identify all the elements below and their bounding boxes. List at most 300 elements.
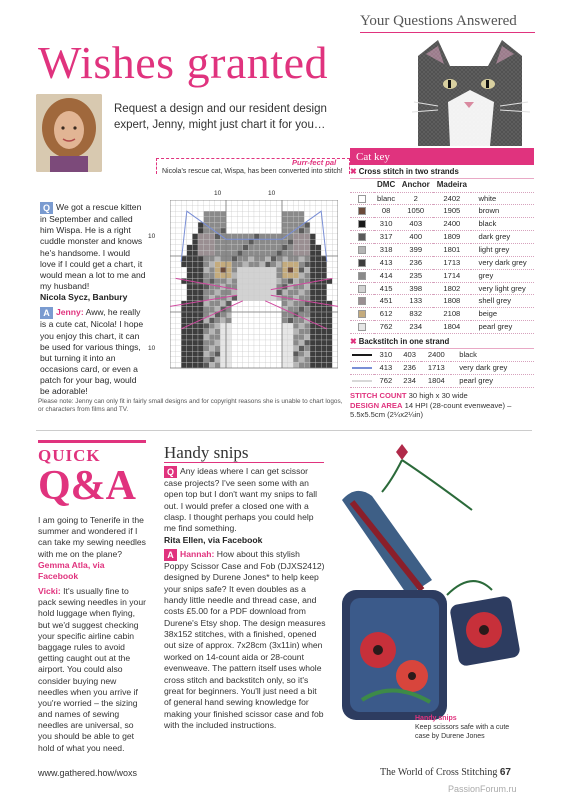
quick-label: QUICK — [38, 440, 146, 467]
chart-cell — [209, 334, 215, 340]
chart-cell — [254, 340, 260, 346]
dmc-cell: 762 — [374, 321, 398, 334]
chart-cell — [276, 228, 282, 234]
dmc-cell: 451 — [374, 295, 398, 308]
chart-cell — [215, 340, 221, 346]
anchor-cell: 403 — [398, 349, 422, 361]
chart-cell — [232, 273, 238, 279]
chart-cell — [254, 267, 260, 273]
chart-cell — [276, 262, 282, 268]
chart-cell — [293, 334, 299, 340]
chart-cell — [282, 239, 288, 245]
chart-cell — [265, 318, 271, 324]
dmc-cell: 08 — [374, 205, 398, 218]
dmc-cell: 414 — [374, 269, 398, 282]
chart-cell — [181, 312, 187, 318]
chart-cell — [232, 267, 238, 273]
chart-cell — [220, 273, 226, 279]
thread-swatch-icon — [358, 310, 366, 318]
chart-cell — [299, 351, 305, 357]
chart-cell — [310, 267, 316, 273]
chart-cell — [204, 329, 210, 335]
chart-cell — [327, 200, 333, 206]
chart-cell — [192, 290, 198, 296]
chart-cell — [220, 250, 226, 256]
chart-cell — [232, 245, 238, 251]
chart-cell — [220, 318, 226, 324]
chart-cell — [304, 273, 310, 279]
chart-cell — [220, 301, 226, 307]
chart-cell — [327, 206, 333, 212]
chart-cell — [254, 250, 260, 256]
chart-cell — [176, 273, 182, 279]
chart-cell — [310, 295, 316, 301]
chart-cell — [198, 245, 204, 251]
chart-caption-title: Purr-fect pal — [292, 158, 337, 167]
chart-cell — [327, 318, 333, 324]
chart-cell — [192, 306, 198, 312]
chart-cell — [299, 256, 305, 262]
footer-magazine: The World of Cross Stitching 67 — [380, 767, 511, 778]
chart-cell — [232, 329, 238, 335]
chart-cell — [176, 250, 182, 256]
chart-cell — [254, 228, 260, 234]
chart-cell — [187, 312, 193, 318]
chart-cell — [293, 278, 299, 284]
chart-cell — [260, 273, 266, 279]
chart-cell — [170, 284, 176, 290]
chart-cell — [293, 200, 299, 206]
chart-cell — [316, 306, 322, 312]
chart-cell — [282, 362, 288, 368]
chart-cell — [170, 211, 176, 217]
chart-cell — [226, 312, 232, 318]
chart-cell — [243, 340, 249, 346]
chart-cell — [198, 334, 204, 340]
chart-cell — [243, 295, 249, 301]
chart-cell — [304, 222, 310, 228]
chart-cell — [248, 284, 254, 290]
chart-cell — [187, 222, 193, 228]
chart-cell — [282, 217, 288, 223]
chart-cell — [321, 340, 327, 346]
chart-cell — [327, 306, 333, 312]
chart-cell — [321, 334, 327, 340]
chart-cell — [226, 234, 232, 240]
chart-cell — [237, 334, 243, 340]
col-dmc: DMC — [374, 179, 398, 192]
chart-cell — [243, 200, 249, 206]
chart-cell — [310, 228, 316, 234]
chart-cell — [282, 357, 288, 363]
answer-text: Aww, he really is a cute cat, Nicola! I hope you enjoy this chart, it can be used for various things, but turning it into an occasions card, or even a patch for your bag, would be adorable! — [40, 307, 144, 397]
chart-cell — [271, 250, 277, 256]
chart-cell — [271, 211, 277, 217]
chart-cell — [316, 239, 322, 245]
chart-cell — [265, 340, 271, 346]
chart-cell — [304, 306, 310, 312]
chart-cell — [243, 217, 249, 223]
chart-cell — [237, 318, 243, 324]
chart-cell — [299, 245, 305, 251]
snips-question: Q Any ideas where I can get scissor case projects? I've seen some with an open top but I don't want my snips to fall out. I would prefer a closed one with a clasp. I thought perhaps you could help me find something. — [164, 466, 318, 534]
chart-cell — [271, 245, 277, 251]
chart-cell — [310, 357, 316, 363]
chart-cell — [204, 290, 210, 296]
chart-cell — [276, 301, 282, 307]
chart-cell — [321, 290, 327, 296]
chart-cell — [181, 346, 187, 352]
chart-cell — [248, 357, 254, 363]
chart-cell — [248, 346, 254, 352]
chart-cell — [232, 346, 238, 352]
chart-cell — [243, 346, 249, 352]
chart-cell — [187, 295, 193, 301]
chart-cell — [265, 312, 271, 318]
question-signoff: Nicola Sycz, Banbury — [40, 292, 128, 303]
chart-cell — [271, 228, 277, 234]
chart-cell — [254, 245, 260, 251]
dmc-cell: blanc — [374, 192, 398, 205]
chart-cell — [187, 267, 193, 273]
cat-key — [350, 148, 534, 420]
answer-name: Jenny: — [56, 307, 84, 318]
chart-cell — [170, 290, 176, 296]
chart-cell — [220, 362, 226, 368]
chart-cell — [237, 306, 243, 312]
key-row — [350, 269, 534, 282]
chart-cell — [232, 306, 238, 312]
chart-cell — [248, 312, 254, 318]
chart-cell — [316, 295, 322, 301]
chart-cell — [271, 273, 277, 279]
chart-cell — [181, 334, 187, 340]
chart-cell — [187, 245, 193, 251]
chart-cell — [198, 273, 204, 279]
chart-cell — [293, 234, 299, 240]
key-row — [350, 218, 534, 231]
chart-cell — [237, 234, 243, 240]
chart-cell — [276, 267, 282, 273]
chart-cell — [260, 222, 266, 228]
chart-cell — [204, 200, 210, 206]
chart-cell — [232, 323, 238, 329]
chart-cell — [170, 206, 176, 212]
chart-cell — [332, 234, 338, 240]
chart-cell — [271, 362, 277, 368]
chart-cell — [215, 206, 221, 212]
footer-url[interactable]: www.gathered.how/woxs — [38, 768, 138, 778]
chart-cell — [304, 357, 310, 363]
chart-cell — [204, 323, 210, 329]
chart-cell — [226, 200, 232, 206]
chart-cell — [293, 306, 299, 312]
chart-cell — [254, 334, 260, 340]
backstitch-row — [350, 349, 534, 361]
chart-cell — [187, 273, 193, 279]
chart-cell — [204, 273, 210, 279]
product-caption-text: Keep scissors safe with a cute case by Durene Jones — [415, 724, 510, 741]
chart-cell — [304, 206, 310, 212]
chart-cell — [198, 222, 204, 228]
chart-cell — [248, 318, 254, 324]
chart-cell — [327, 357, 333, 363]
chart-cell — [226, 301, 232, 307]
chart-cell — [310, 340, 316, 346]
chart-cell — [332, 200, 338, 206]
design-area: DESIGN AREA 14 HPI (28-count evenweave) – 5.5x5.5cm (2¼x2¼in) — [350, 400, 512, 420]
chart-cell — [254, 351, 260, 357]
product-caption-title: Handy snips — [415, 715, 457, 722]
chart-cell — [271, 306, 277, 312]
chart-cell — [243, 256, 249, 262]
chart-cell — [293, 267, 299, 273]
chart-cell — [260, 346, 266, 352]
chart-cell — [316, 340, 322, 346]
dmc-cell: 413 — [374, 361, 398, 374]
key-row — [350, 295, 534, 308]
chart-cell — [215, 256, 221, 262]
chart-cell — [265, 362, 271, 368]
chart-cell — [321, 284, 327, 290]
chart-cell — [220, 346, 226, 352]
chart-cell — [243, 306, 249, 312]
chart-cell — [176, 334, 182, 340]
chart-cell — [198, 312, 204, 318]
section-title: Your Questions Answered — [360, 13, 517, 29]
chart-cell — [316, 357, 322, 363]
chart-cell — [170, 262, 176, 268]
chart-cell — [192, 245, 198, 251]
chart-cell — [288, 290, 294, 296]
backstitch-row — [350, 361, 534, 374]
question-mark-icon: Q — [40, 202, 53, 214]
chart-cell — [170, 318, 176, 324]
chart-cell — [248, 228, 254, 234]
chart-cell — [271, 234, 277, 240]
chart-cell — [304, 334, 310, 340]
chart-cell — [248, 329, 254, 335]
dmc-cell: 415 — [374, 282, 398, 295]
chart-cell — [321, 346, 327, 352]
chart-cell — [260, 234, 266, 240]
chart-cell — [288, 362, 294, 368]
colour-name: brown — [471, 205, 534, 218]
chart-cell — [293, 290, 299, 296]
chart-cell — [209, 323, 215, 329]
chart-cell — [327, 312, 333, 318]
chart-cell — [282, 290, 288, 296]
chart-cell — [304, 295, 310, 301]
chart-cell — [192, 273, 198, 279]
chart-cell — [187, 306, 193, 312]
chart-cell — [243, 222, 249, 228]
chart-cell — [310, 334, 316, 340]
chart-cell — [170, 323, 176, 329]
key-table — [350, 179, 534, 334]
chart-cell — [321, 362, 327, 368]
chart-cell — [332, 256, 338, 262]
chart-cell — [254, 262, 260, 268]
chart-cell — [316, 228, 322, 234]
snips-title: Handy snips — [164, 443, 249, 462]
chart-cell — [192, 228, 198, 234]
chart-cell — [260, 306, 266, 312]
chart-cell — [265, 329, 271, 335]
chart-cell — [176, 200, 182, 206]
chart-cell — [321, 262, 327, 268]
chart-cell — [232, 222, 238, 228]
backstitch-table — [350, 349, 534, 388]
chart-cell — [310, 222, 316, 228]
chart-cell — [192, 222, 198, 228]
chart-cell — [170, 234, 176, 240]
chart-cell — [299, 273, 305, 279]
header-rule — [360, 32, 535, 33]
chart-cell — [198, 239, 204, 245]
chart-cell — [198, 306, 204, 312]
chart-cell — [265, 245, 271, 251]
chart-cell — [254, 301, 260, 307]
thread-swatch-icon — [358, 207, 366, 215]
chart-cell — [288, 346, 294, 352]
chart-cell — [220, 206, 226, 212]
key-row — [350, 192, 534, 205]
chart-cell — [204, 351, 210, 357]
chart-cell — [327, 262, 333, 268]
chart-cell — [170, 250, 176, 256]
chart-cell — [232, 239, 238, 245]
chart-cell — [248, 334, 254, 340]
chart-cell — [243, 278, 249, 284]
chart-cell — [209, 290, 215, 296]
copyright-note: Please note: Jenny can only fit in fairly small designs and for copyright reasons she is unable to chart logos, or characters from films and TV. — [38, 398, 343, 413]
colour-name: beige — [471, 308, 534, 321]
chart-cell — [198, 323, 204, 329]
backstitch-line-icon — [352, 354, 372, 356]
chart-cell — [209, 329, 215, 335]
chart-cell — [327, 222, 333, 228]
chart-cell — [248, 211, 254, 217]
chart-cell — [192, 357, 198, 363]
chart-cell — [215, 362, 221, 368]
chart-cell — [332, 228, 338, 234]
chart-cell — [220, 256, 226, 262]
chart-cell — [276, 239, 282, 245]
chart-cell — [209, 256, 215, 262]
chart-cell — [187, 290, 193, 296]
chart-cell — [215, 239, 221, 245]
chart-cell — [254, 318, 260, 324]
key-cross-label: ✖ Cross stitch in two strands — [350, 165, 534, 179]
anchor-cell: 2 — [398, 192, 433, 205]
chart-cell — [276, 351, 282, 357]
chart-cell — [327, 346, 333, 352]
chart-cell — [260, 262, 266, 268]
chart-cell — [282, 312, 288, 318]
chart-cell — [232, 211, 238, 217]
chart-cell — [299, 301, 305, 307]
chart-cell — [304, 346, 310, 352]
chart-cell — [260, 362, 266, 368]
snips-letter — [164, 466, 326, 731]
chart-cell — [265, 284, 271, 290]
chart-cell — [260, 267, 266, 273]
chart-cell — [293, 346, 299, 352]
chart-cell — [226, 329, 232, 335]
chart-cell — [254, 346, 260, 352]
chart-cell — [209, 217, 215, 223]
chart-cell — [276, 256, 282, 262]
chart-cell — [176, 256, 182, 262]
chart-cell — [288, 278, 294, 284]
chart-cell — [198, 284, 204, 290]
chart-cell — [276, 250, 282, 256]
chart-cell — [209, 206, 215, 212]
chart-cell — [332, 334, 338, 340]
chart-cell — [276, 340, 282, 346]
chart-cell — [232, 262, 238, 268]
chart-cell — [220, 278, 226, 284]
chart-cell — [327, 267, 333, 273]
answer-mark-icon: A — [164, 549, 177, 561]
chart-cell — [243, 239, 249, 245]
chart-cell — [254, 256, 260, 262]
chart-cell — [209, 245, 215, 251]
chart-cell — [226, 273, 232, 279]
chart-cell — [299, 329, 305, 335]
chart-cell — [243, 334, 249, 340]
chart-cell — [316, 250, 322, 256]
chart-cell — [265, 211, 271, 217]
chart-cell — [332, 346, 338, 352]
chart-cell — [293, 357, 299, 363]
chart-cell — [237, 239, 243, 245]
chart-cell — [316, 262, 322, 268]
chart-cell — [176, 340, 182, 346]
chart-cell — [299, 357, 305, 363]
chart-cell — [170, 256, 176, 262]
chart-cell — [327, 284, 333, 290]
chart-cell — [282, 273, 288, 279]
chart-cell — [260, 245, 266, 251]
chart-cell — [243, 301, 249, 307]
chart-cell — [187, 228, 193, 234]
chart-cell — [332, 239, 338, 245]
chart-cell — [215, 217, 221, 223]
chart-cell — [220, 323, 226, 329]
chart-tick-top-2: 10 — [268, 190, 276, 197]
chart-cell — [176, 211, 182, 217]
chart-cell — [232, 340, 238, 346]
key-row — [350, 205, 534, 218]
chart-cell — [288, 334, 294, 340]
chart-cell — [299, 206, 305, 212]
chart-cell — [293, 222, 299, 228]
chart-cell — [248, 222, 254, 228]
dmc-cell: 310 — [374, 218, 398, 231]
product-caption — [415, 714, 525, 741]
anchor-cell: 133 — [398, 295, 433, 308]
chart-cell — [304, 284, 310, 290]
chart-cell — [232, 312, 238, 318]
chart-cell — [327, 228, 333, 234]
chart-cell — [243, 284, 249, 290]
chart-cell — [176, 284, 182, 290]
chart-cell — [271, 340, 277, 346]
quick-question: I am going to Tenerife in the summer and wondered if I can take my sewing needles with me on the plane? — [38, 515, 146, 559]
chart-cell — [187, 346, 193, 352]
